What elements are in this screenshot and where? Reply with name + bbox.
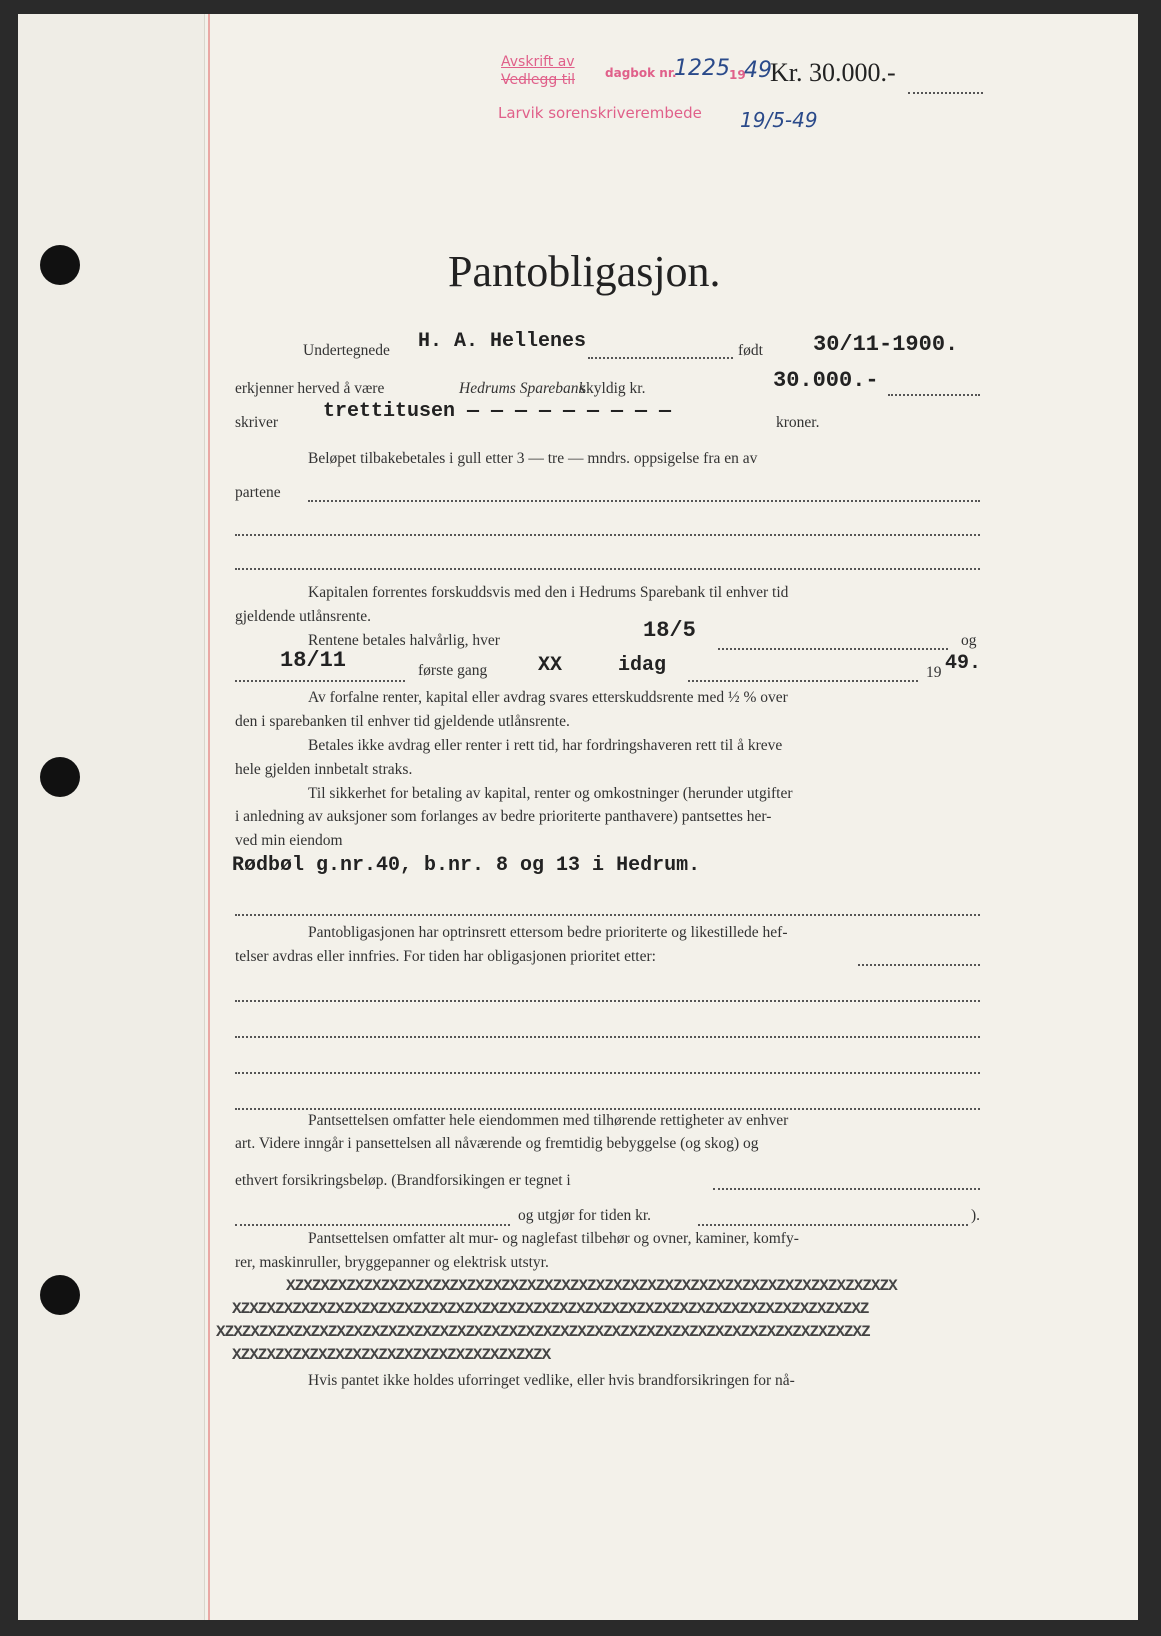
struck-text: XX: [538, 654, 563, 677]
year: 49: [744, 58, 772, 83]
text: og: [961, 632, 977, 649]
amount: 30.000.-: [773, 368, 879, 393]
stamp-avskrift: Avskrift av: [501, 54, 575, 70]
text: ved min eiendom: [235, 832, 343, 849]
dagbok-number: 1225: [674, 56, 730, 81]
text: ethvert forsikringsbeløp. (Brandforsikingen er tegnet i: [235, 1172, 571, 1189]
text: første gang: [418, 662, 488, 679]
office-stamp: Larvik sorenskriverembede: [498, 104, 702, 122]
birth-date: 30/11-1900.: [813, 332, 959, 357]
bank-name: Hedrums Sparebank: [459, 380, 586, 397]
page-title: Pantobligasjon.: [448, 247, 721, 296]
first-date: idag: [618, 654, 667, 677]
header-amount: Kr. 30.000.-: [770, 58, 896, 87]
text: Pantobligasjonen har optrinsrett ettersom bedre prioriterte og likestillede hef-: [308, 924, 788, 941]
text: ).: [971, 1207, 981, 1224]
text: Beløpet tilbakebetales i gull etter 3 — tre — mndrs. oppsigelse fra en av: [308, 450, 758, 467]
punch-hole: [40, 757, 80, 797]
text: Av forfalne renter, kapital eller avdrag svares etterskuddsrente med ½ % over: [308, 689, 788, 706]
label: Undertegnede: [303, 342, 390, 359]
interest-date-1: 18/5: [643, 618, 696, 643]
text: Kapitalen forrentes forskuddsvis med den i Hedrums Sparebank til enhver tid: [308, 584, 789, 601]
crossed-out-line: XZXZXZXZXZXZXZXZXZXZXZXZXZXZXZXZXZXZXZXZXZXZXZXZXZXZXZXZXZXZXZXZXZXZXZXZXZXZ: [216, 1323, 870, 1341]
label: født: [738, 342, 763, 359]
text: hele gjelden innbetalt straks.: [235, 761, 413, 778]
interest-date-2: 18/11: [280, 648, 347, 673]
text: og utgjør for tiden kr.: [518, 1207, 652, 1224]
text: kroner.: [776, 414, 820, 431]
text: skyldig kr.: [580, 380, 646, 397]
text: Betales ikke avdrag eller renter i rett tid, har fordringshaveren rett til å kreve: [308, 737, 783, 754]
text: telser avdras eller innfries. For tiden har obligasjonen prioritet etter:: [235, 948, 656, 965]
text: gjeldende utlånsrente.: [235, 608, 372, 625]
text: Rentene betales halvårlig, hver: [308, 632, 500, 649]
label: skriver: [235, 414, 279, 431]
debtor-name: H. A. Hellenes: [418, 330, 587, 353]
property: Rødbøl g.nr.40, b.nr. 8 og 13 i Hedrum.: [232, 854, 701, 877]
text: Til sikkerhet for betaling av kapital, renter og omkostninger (herunder utgifter: [308, 785, 793, 802]
text: art. Videre inngår i pansettelsen all nåværende og fremtidig bebyggelse (og skog) og: [235, 1135, 759, 1152]
crossed-out-line: XZXZXZXZXZXZXZXZXZXZXZXZXZXZXZXZXZXZX: [232, 1346, 551, 1364]
punch-hole: [40, 1275, 80, 1315]
year-prefix: 19: [729, 68, 746, 82]
text: 19: [926, 664, 942, 681]
stamp-dagbok: dagbok nr.: [605, 66, 677, 80]
text: Pantsettelsen omfatter alt mur- og naglefast tilbehør og ovner, kaminer, komfy-: [308, 1230, 799, 1247]
text: i anledning av auksjoner som forlanges av bedre prioriterte panthavere) pantsettes her-: [235, 808, 772, 825]
crossed-out-line: XZXZXZXZXZXZXZXZXZXZXZXZXZXZXZXZXZXZXZXZXZXZXZXZXZXZXZXZXZXZXZXZXZXZXZXZXZ: [232, 1300, 869, 1318]
text: erkjenner herved å være: [235, 380, 385, 397]
crossed-out-line: XZXZXZXZXZXZXZXZXZXZXZXZXZXZXZXZXZXZXZXZXZXZXZXZXZXZXZXZXZXZXZXZXZXZXZX: [286, 1277, 897, 1295]
text: den i sparebanken til enhver tid gjeldende utlånsrente.: [235, 713, 570, 730]
stamp-vedlegg: Vedlegg til: [501, 72, 575, 88]
punch-hole: [40, 245, 80, 285]
text: partene: [235, 484, 281, 501]
text: Pantsettelsen omfatter hele eiendommen med tilhørende rettigheter av enhver: [308, 1112, 789, 1129]
text: Hvis pantet ikke holdes uforringet vedlike, eller hvis brandforsikringen for nå-: [308, 1372, 795, 1389]
text: rer, maskinruller, bryggepanner og elektrisk utstyr.: [235, 1254, 549, 1271]
amount-words: trettitusen — — — — — — — — —: [323, 400, 672, 423]
document-page: [18, 14, 1138, 1620]
first-year: 49.: [945, 652, 982, 675]
stamp-date: 19/5-49: [740, 108, 818, 132]
margin-line: [208, 14, 210, 1620]
